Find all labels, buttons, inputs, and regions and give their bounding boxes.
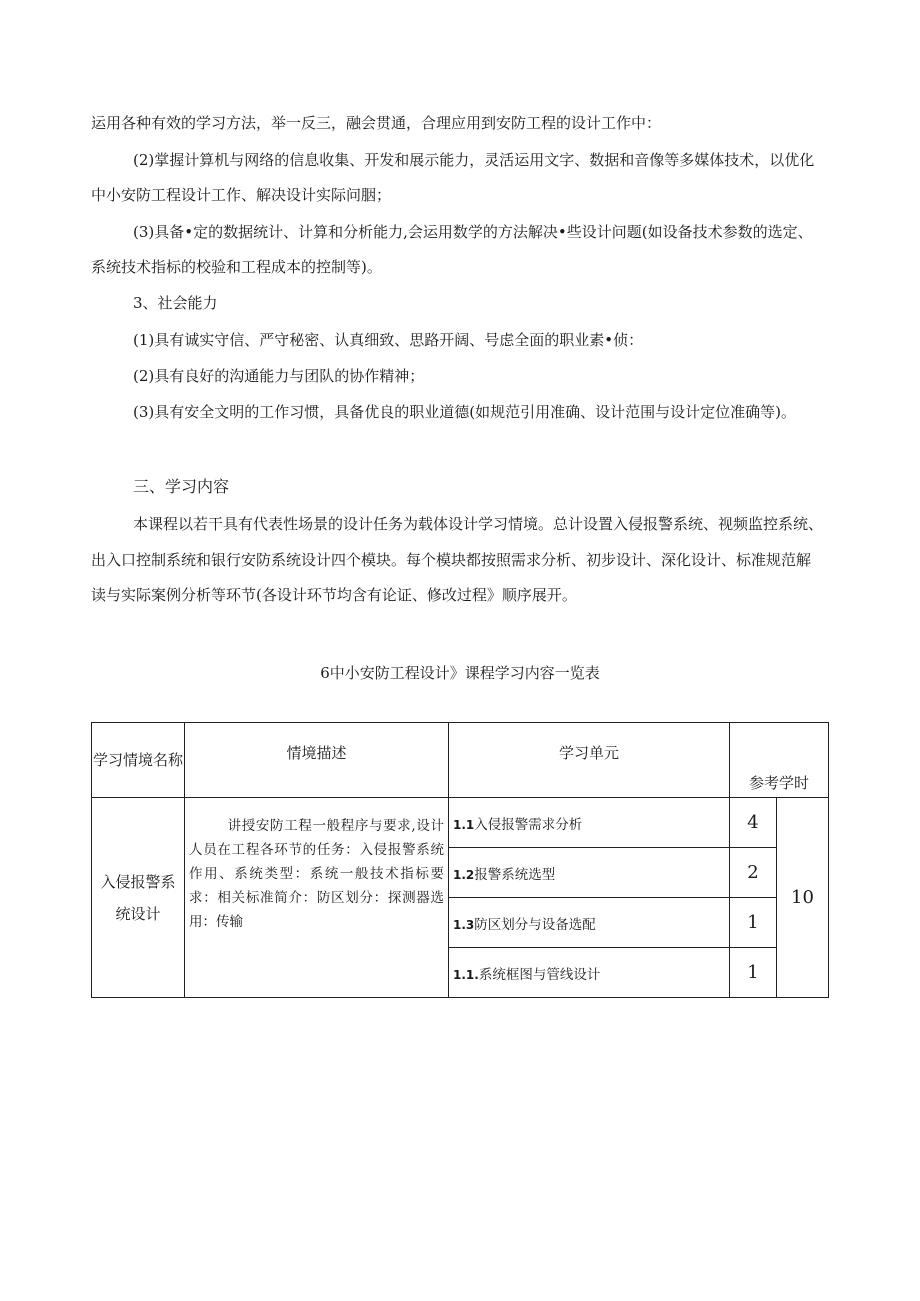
section-title: 三、学习内容 bbox=[133, 477, 230, 496]
paragraph-line: (2)具有良好的沟通能力与团队的协作精神； bbox=[133, 367, 425, 385]
table-row bbox=[92, 798, 829, 848]
unit-hours: 1 bbox=[730, 898, 777, 948]
unit-title: 系统框图与管线设计 bbox=[478, 966, 601, 983]
header-scene-name: 学习情境名称 bbox=[92, 723, 185, 798]
unit-title: 入侵报警需求分析 bbox=[474, 816, 583, 833]
header-reference-hours: 参考学时 bbox=[730, 723, 829, 798]
unit-hours: 1 bbox=[730, 948, 777, 998]
paragraph-line: (3)具备•定的数据统计、计算和分析能力,会运用数学的方法解决•些设计问题(如设备技术参数的选定、 bbox=[133, 223, 813, 241]
paragraph-line: 运用各种有效的学习方法，举一反三，融会贯通，合理应用到安防工程的设计工作中： bbox=[91, 114, 662, 132]
total-hours: 10 bbox=[777, 798, 829, 998]
paragraph-line: (1)具有诚实守信、严守秘密、认真细致、思路开阔、号虑全面的职业素•侦： bbox=[133, 331, 644, 349]
scene-name-cell: 入侵报警系统设计 bbox=[92, 798, 185, 998]
header-scene-description: 情境描述 bbox=[185, 715, 449, 790]
course-content-table bbox=[91, 722, 829, 998]
unit-cell bbox=[449, 898, 730, 948]
subheading-social-ability: 3、社会能力 bbox=[133, 294, 218, 312]
table-caption: 6中小安防工程设计》课程学习内容一览表 bbox=[320, 664, 600, 682]
unit-title: 防区划分与设备选配 bbox=[474, 916, 596, 933]
unit-cell bbox=[449, 798, 730, 848]
paragraph-line: 本课程以若干具有代表性场景的设计任务为载体设计学习情境。总计设置入侵报警系统、视频监控系统、 bbox=[133, 515, 824, 533]
paragraph-line: 中小安防工程设计工作、解决设计实际问胭； bbox=[91, 186, 392, 204]
paragraph-line: (2)掌握计算机与网络的信息收集、开发和展示能力，灵活运用文字、数据和音像等多媒体技术，以优化 bbox=[133, 151, 815, 169]
unit-number: 1.1 bbox=[453, 817, 475, 832]
table-header-row bbox=[92, 723, 829, 798]
paragraph-line: 读与实际案例分析等环节(各设计环节均含有论证、修改过程》顺序展开。 bbox=[91, 586, 577, 604]
unit-title: 报警系统选型 bbox=[474, 866, 556, 883]
unit-number: 1.3 bbox=[453, 917, 475, 932]
scene-description-cell bbox=[185, 798, 449, 998]
header-learning-unit: 学习单元 bbox=[449, 715, 730, 790]
unit-number: 1.2 bbox=[453, 867, 475, 882]
unit-cell bbox=[449, 848, 730, 898]
unit-hours: 4 bbox=[730, 798, 777, 848]
paragraph-line: 系统技术指标的校验和工程成本的控制等)。 bbox=[91, 258, 382, 276]
unit-hours: 2 bbox=[730, 848, 777, 898]
unit-cell bbox=[449, 948, 730, 998]
scene-description-text: 讲授安防工程一般程序与要求,设计人员在工程各环节的任务：入侵报警系统作用、系统类型：系统一般技术指标要求：相关标准简介：防区划分：探测器选用：传输 bbox=[189, 817, 444, 930]
unit-number: 1.1. bbox=[453, 967, 479, 982]
paragraph-line: 出入口控制系统和银行安防系统设计四个模块。每个模块都按照需求分析、初步设计、深化设计、标准规范解 bbox=[91, 551, 812, 569]
paragraph-line: (3)具有安全文明的工作习惯，具备优良的职业道德(如规范引用准确、设计范围与设计定位准确等)。 bbox=[133, 403, 796, 421]
